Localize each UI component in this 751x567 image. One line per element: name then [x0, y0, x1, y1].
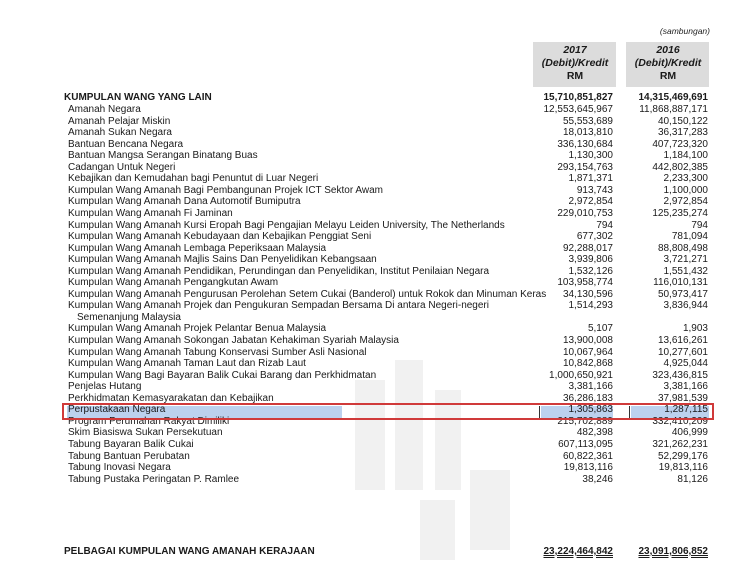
row-value-2017: 1,130,300	[568, 150, 613, 162]
row-value-2016: 794	[691, 219, 708, 231]
row-label: Skim Biasiswa Sukan Persekutuan	[68, 427, 223, 439]
column-year: 2017	[563, 44, 587, 56]
row-label: Kumpulan Wang Amanah Kebudayaan dan Kebajikan Penggiat Seni	[68, 231, 372, 243]
row-value-2017: 482,398	[576, 427, 613, 439]
row-value-2017: 92,288,017	[562, 242, 613, 254]
row-value-2016: 3,721,271	[663, 254, 708, 266]
row-label: Penjelas Hutang	[68, 381, 142, 393]
row-value-2016: 88,808,498	[657, 242, 708, 254]
column-unit: RM	[659, 70, 677, 82]
row-value-2017: 10,842,868	[562, 358, 613, 370]
row-value-2017: 794	[596, 219, 613, 231]
row-value-2016: 13,616,261	[657, 335, 708, 346]
row-label: Program Perumahan Rakyat Dimiliki	[68, 415, 230, 427]
row-value-2017: 60,822,361	[562, 450, 613, 462]
row-label: Cadangan Untuk Negeri	[68, 161, 176, 173]
section-total-2016: 14,315,469,691	[638, 92, 708, 103]
row-value-2017: 5,107	[587, 323, 613, 335]
row-label: Tabung Inovasi Negara	[68, 462, 171, 474]
row-label: Kumpulan Wang Amanah Dana Automotif Bumiputra	[68, 196, 301, 208]
row-value-2016: 323,436,815	[652, 369, 708, 381]
row-label: Kebajikan dan Kemudahan bagi Penuntut di Luar Negeri	[68, 173, 319, 185]
grand-total-2016: 23,091,806,852	[638, 546, 708, 557]
row-label: Bantuan Bencana Negara	[68, 138, 184, 150]
row-value-2016: 1,287,115	[664, 404, 708, 416]
column-type: (Debit)/Kredit	[634, 57, 702, 69]
row-value-2016: 37,981,539	[657, 392, 708, 404]
row-value-2017: 10,067,964	[562, 346, 613, 358]
row-value-2016: 3,836,944	[663, 300, 708, 312]
row-value-2016: 781,094	[671, 231, 708, 243]
row-label: Kumpulan Wang Amanah Fi Jaminan	[68, 207, 233, 219]
row-value-2017: 1,514,293	[568, 300, 613, 312]
row-label: Kumpulan Wang Amanah Pendidikan, Perundingan dan Penyelidikan, Institut Penilaian Negara	[68, 265, 490, 277]
row-value-2016: 36,317,283	[657, 127, 708, 139]
row-value-2016: 1,551,432	[663, 265, 708, 277]
row-label: Perkhidmatan Kemasyarakatan dan Kebajikan	[68, 392, 274, 404]
row-value-2017: 13,900,008	[562, 335, 613, 346]
row-value-2017: 336,130,684	[557, 138, 613, 150]
row-value-2017: 18,013,810	[562, 127, 613, 139]
row-value-2016: 2,233,300	[663, 173, 708, 185]
row-value-2017: 1,305,863	[568, 404, 613, 416]
row-value-2016: 52,299,176	[657, 450, 708, 462]
table-row	[0, 473, 751, 486]
column-year: 2016	[656, 44, 680, 56]
column-type: (Debit)/Kredit	[541, 57, 609, 69]
highlight-box	[62, 403, 714, 420]
row-label: Kumpulan Wang Amanah Projek Pelantar Benua Malaysia	[68, 323, 327, 335]
row-value-2016: 10,277,601	[657, 346, 708, 358]
row-value-2017: 19,813,116	[563, 462, 613, 474]
section-total-2017: 15,710,851,827	[543, 92, 613, 103]
row-value-2017: 215,702,889	[557, 415, 613, 427]
row-value-2016: 1,903	[682, 323, 708, 335]
row-value-2016: 321,262,231	[652, 438, 708, 450]
row-value-2017: 677,302	[576, 231, 613, 243]
row-label: Perpustakaan Negara	[68, 404, 166, 416]
row-value-2017: 1,871,371	[568, 173, 613, 185]
row-value-2017: 2,972,854	[568, 196, 613, 208]
row-label: Kumpulan Wang Amanah Majlis Sains Dan Penyelidikan Kebangsaan	[68, 254, 377, 266]
column-unit: RM	[566, 70, 584, 82]
row-value-2016: 40,150,122	[657, 115, 708, 127]
row-value-2016: 406,999	[671, 427, 708, 439]
row-value-2016: 19,813,116	[658, 462, 708, 474]
row-value-2017: 1,532,126	[568, 265, 613, 277]
row-label: Tabung Bantuan Perubatan	[68, 450, 190, 462]
row-label: Kumpulan Wang Amanah Bagi Pembangunan Projek ICT Sektor Awam	[68, 184, 383, 196]
section-title: KUMPULAN WANG YANG LAIN	[64, 92, 212, 103]
row-value-2016: 1,184,100	[663, 150, 708, 162]
column-header-2016	[626, 44, 710, 83]
row-label: Kumpulan Wang Amanah Taman Laut dan Rizab Laut	[68, 358, 306, 370]
row-label: Tabung Bayaran Balik Cukai	[68, 438, 194, 450]
grand-total-label: PELBAGAI KUMPULAN WANG AMANAH KERAJAAN	[64, 546, 315, 557]
row-value-2017: 12,553,645,967	[543, 104, 613, 115]
row-value-2016: 116,010,131	[653, 277, 708, 289]
row-label: Kumpulan Wang Amanah Projek dan Pengukuran Sempadan Bersama Di antara Negeri-negeri	[68, 300, 489, 312]
row-value-2016: 407,723,320	[652, 138, 708, 150]
row-value-2016: 442,802,385	[652, 161, 708, 173]
row-value-2016: 332,410,209	[652, 415, 708, 427]
row-value-2016: 81,126	[677, 473, 708, 485]
column-header-2017	[533, 44, 617, 83]
row-value-2017: 229,010,753	[557, 207, 613, 219]
row-label: Kumpulan Wang Amanah Pengurusan Perolehan Setem Cukai (Banderol) untuk Rokok dan Minuman Keras	[68, 288, 547, 300]
row-label: Amanah Sukan Negara	[68, 127, 172, 139]
row-value-2017: 913,743	[576, 184, 613, 196]
row-label: Kumpulan Wang Amanah Tabung Konservasi Sumber Asli Nasional	[68, 346, 367, 358]
row-value-2017: 55,553,689	[562, 115, 613, 127]
row-label: Kumpulan Wang Bagi Bayaran Balik Cukai Barang dan Perkhidmatan	[68, 369, 377, 381]
row-label: Semenanjung Malaysia	[77, 311, 181, 323]
row-value-2017: 3,939,806	[568, 254, 613, 266]
row-value-2016: 125,235,274	[652, 207, 708, 219]
row-label: Kumpulan Wang Amanah Pengangkutan Awam	[68, 277, 279, 289]
grand-total-2017: 23,224,464,842	[543, 546, 613, 557]
row-value-2017: 3,381,166	[568, 381, 613, 393]
row-value-2016: 11,868,887,171	[639, 104, 708, 115]
row-value-2016: 4,925,044	[663, 358, 708, 370]
row-value-2017: 34,130,596	[562, 288, 613, 300]
row-value-2016: 2,972,854	[663, 196, 708, 208]
row-value-2017: 293,154,763	[557, 161, 613, 173]
row-label: Tabung Pustaka Peringatan P. Ramlee	[68, 473, 240, 485]
row-value-2017: 607,113,095	[558, 438, 613, 450]
row-value-2017: 36,286,183	[562, 392, 613, 404]
row-value-2016: 50,973,417	[657, 288, 708, 300]
row-label: Amanah Pelajar Miskin	[68, 115, 171, 127]
row-label: Kumpulan Wang Amanah Sokongan Jabatan Kehakiman Syariah Malaysia	[68, 335, 399, 346]
row-label: Kumpulan Wang Amanah Lembaga Peperiksaan Malaysia	[68, 242, 327, 254]
row-label: Amanah Negara	[68, 104, 141, 115]
continued-note: (sambungan)	[659, 26, 710, 36]
row-value-2017: 1,000,650,921	[549, 369, 613, 381]
row-label: Kumpulan Wang Amanah Kursi Eropah Bagi Pengajian Melayu Leiden University, The Netherlands	[68, 219, 505, 231]
row-value-2017: 103,958,774	[557, 277, 613, 289]
row-value-2016: 1,100,000	[663, 184, 708, 196]
row-value-2016: 3,381,166	[663, 381, 708, 393]
row-value-2017: 38,246	[582, 473, 613, 485]
grand-total-row	[0, 545, 751, 558]
row-label: Bantuan Mangsa Serangan Binatang Buas	[68, 150, 258, 162]
